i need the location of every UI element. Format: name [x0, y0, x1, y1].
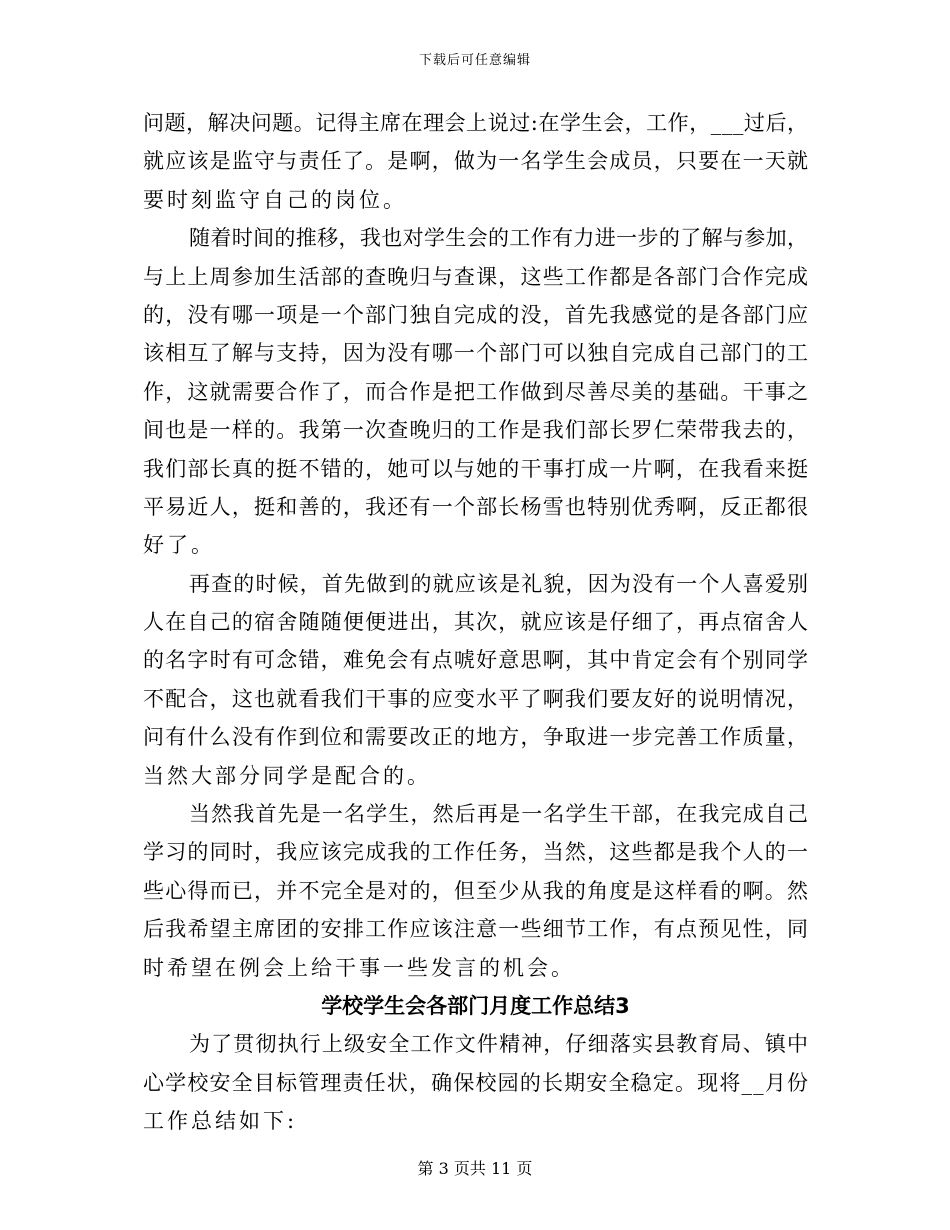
text-line: 要时刻监守自己的岗位。 [143, 187, 407, 212]
text-line: 问有什么没有作到位和需要改正的地方，争取进一步完善工作质量， [143, 725, 810, 750]
text-line: 学习的同时，我应该完成我的工作任务，当然，这些都是我个人的一 [143, 840, 810, 865]
text-line: 的名字时有可念错，难免会有点唬好意思啊，其中肯定会有个别同学 [143, 648, 810, 673]
text-line: 就应该是监守与责任了。是啊，做为一名学生会成员，只要在一天就 [143, 149, 810, 174]
text-line: 随着时间的推移，我也对学生会的工作有力进一步的了解与参加， [189, 226, 809, 251]
text-line: 问题，解决问题。记得主席在理会上说过:在学生会，工作，___过后， [143, 111, 809, 135]
text-line: 不配合，这也就看我们干事的应变水平了啊我们要友好的说明情况， [143, 686, 810, 711]
text-line: 工作总结如下: [143, 1109, 298, 1134]
page-header: 下载后可任意编辑 [418, 53, 531, 68]
document-body [143, 104, 808, 1141]
page-number: 第 3 页共 11 页 [417, 1159, 533, 1178]
text-line: 后我希望主席团的安排工作应该注意一些细节工作，有点预见性，同 [143, 917, 810, 942]
text-line: 好了。 [143, 533, 215, 558]
text-line: 的，没有哪一项是一个部门独自完成的没，首先我感觉的是各部门应 [143, 302, 810, 327]
section-heading: 学校学生会各部门月度工作总结3 [321, 993, 630, 1018]
text-line: 些心得而已，并不完全是对的，但至少从我的角度是这样看的啊。然 [143, 878, 810, 903]
text-line: 该相互了解与支持，因为没有哪一个部门可以独自完成自己部门的工 [143, 341, 810, 366]
text-line: 再查的时候，首先做到的就应该是礼貌，因为没有一个人喜爱别 [189, 571, 810, 596]
text-line: 时希望在例会上给干事一些发言的机会。 [143, 955, 575, 980]
text-line: 为了贯彻执行上级安全工作文件精神，仔细落实县教育局、镇中 [189, 1032, 810, 1057]
text-line: 我们部长真的挺不错的，她可以与她的干事打成一片啊，在我看来挺 [143, 456, 810, 481]
text-line: 心学校安全目标管理责任状，确保校园的长期安全稳定。现将__月份 [143, 1070, 810, 1095]
text-line: 人在自己的宿舍随随便便进出，其次，就应该是仔细了，再点宿舍人 [143, 610, 810, 635]
text-line: 当然大部分同学是配合的。 [143, 763, 431, 788]
text-line: 平易近人，挺和善的，我还有一个部长杨雪也特别优秀啊，反正都很 [143, 494, 810, 519]
text-line: 间也是一样的。我第一次查晚归的工作是我们部长罗仁荣带我去的， [143, 418, 810, 443]
text-line: 与上上周参加生活部的查晚归与查课，这些工作都是各部门合作完成 [143, 264, 810, 289]
text-line: 作，这就需要合作了，而合作是把工作做到尽善尽美的基础。干事之 [143, 379, 810, 404]
text-line: 当然我首先是一名学生，然后再是一名学生干部，在我完成自己 [189, 802, 810, 827]
